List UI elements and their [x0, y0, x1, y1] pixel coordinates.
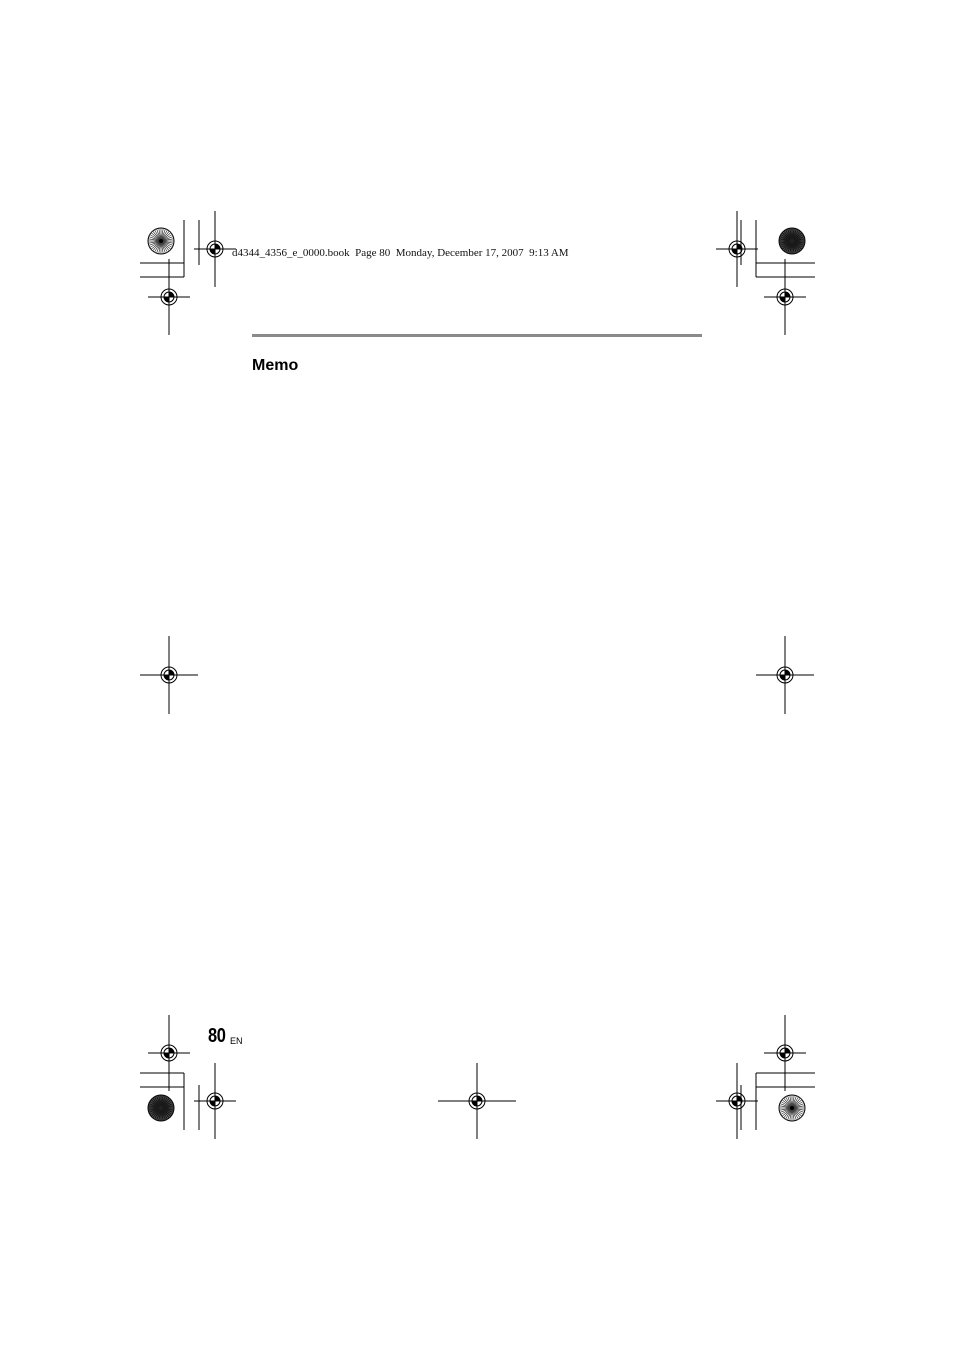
registration-target-icon [764, 259, 806, 335]
color-bar-starburst-icon [148, 1095, 174, 1121]
page-number: 80 [208, 1025, 226, 1047]
registration-target-icon [194, 211, 236, 287]
color-bar-starburst-icon [148, 228, 174, 254]
registration-target-icon [716, 1063, 758, 1139]
page-language-code: EN [230, 1036, 243, 1046]
registration-target-icon [716, 211, 758, 287]
print-slug-line: d4344_4356_e_0000.book Page 80 Monday, December 17, 2007 9:13 AM [232, 247, 569, 259]
registration-target-icon [756, 636, 814, 714]
registration-target-icon [438, 1063, 516, 1139]
color-bar-starburst-icon [779, 228, 805, 254]
page-title: Memo [252, 357, 299, 374]
registration-target-icon [194, 1063, 236, 1139]
header-rule [252, 334, 702, 337]
registration-target-icon [140, 636, 198, 714]
color-bar-starburst-icon [779, 1095, 805, 1121]
registration-target-icon [764, 1015, 806, 1091]
